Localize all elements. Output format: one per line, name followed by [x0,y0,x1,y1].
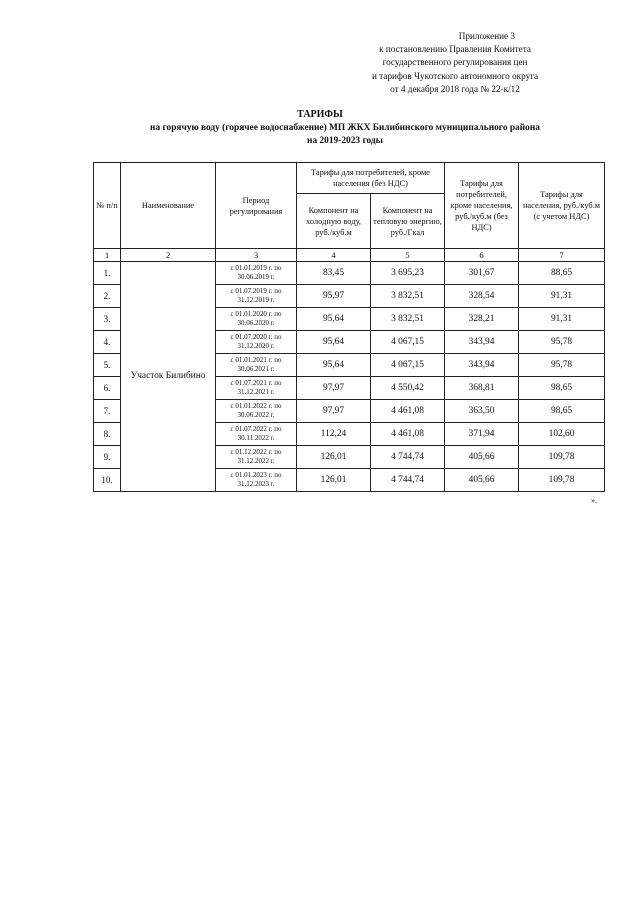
header-tariff-population: Тарифы для населения, руб./куб.м (с учетом НДС) [519,163,605,249]
row-population: 95,78 [519,331,605,354]
row-cold: 95,64 [297,308,371,331]
row-tariff: 368,81 [445,377,519,400]
header-group: Тарифы для потребителей, кроме населения (без НДС) [297,163,445,194]
document-subtitle: на горячую воду (горячее водоснабжение) МП ЖКХ Билибинского муниципального района [150,123,540,133]
row-heat: 4 461,08 [371,423,445,446]
appendix-date: от 4 декабря 2018 года № 22-к/12 [390,83,520,94]
appendix-region: и тарифов Чукотского автономного округа [371,70,539,81]
row-heat: 4 550,42 [371,377,445,400]
header-component-cold: Компонент на холодную воду, руб./куб.м [297,194,371,249]
row-number: 1. [94,262,121,285]
header-num: № п/п [94,163,121,249]
row-period: с 01.07.2019 г. по 31.12.2019 г. [216,285,297,308]
row-cold: 112,24 [297,423,371,446]
col-number: 5 [371,249,445,262]
col-number: 7 [519,249,605,262]
header-component-heat: Компонент на тепловую энергию, руб./Гкал [371,194,445,249]
row-population: 91,31 [519,308,605,331]
row-tariff: 371,94 [445,423,519,446]
col-number: 2 [121,249,216,262]
appendix-block [330,30,580,96]
row-period: с 01.07.2021 г. по 31.12.2021 г. [216,377,297,400]
row-period: с 01.01.2022 г. по 30.06.2022 г. [216,400,297,423]
row-period: с 01.01.2020 г. по 30.06.2020 г. [216,308,297,331]
row-number: 5. [94,354,121,377]
row-tariff: 328,54 [445,285,519,308]
row-number: 4. [94,331,121,354]
table-row [94,262,605,285]
row-tariff: 405,66 [445,446,519,469]
row-number: 9. [94,446,121,469]
row-cold: 126,01 [297,469,371,492]
row-number: 8. [94,423,121,446]
document-title: ТАРИФЫ [297,109,343,120]
row-tariff: 363,50 [445,400,519,423]
row-population: 98,65 [519,377,605,400]
document-years: на 2019-2023 годы [307,136,383,146]
appendix-committee: государственного регулирования цен [382,57,528,68]
row-period: с 01.01.2021 г. по 30.06.2021 г. [216,354,297,377]
row-heat: 4 744,74 [371,469,445,492]
row-cold: 95,64 [297,331,371,354]
row-cold: 126,01 [297,446,371,469]
row-tariff: 343,94 [445,331,519,354]
header-tariff-consumers: Тарифы для потребителей, кроме населения, руб./куб.м (без НДС) [445,163,519,249]
row-population: 98,65 [519,400,605,423]
row-cold: 95,97 [297,285,371,308]
row-tariff: 405,66 [445,469,519,492]
tariffs-table [93,162,605,492]
row-period: с 01.01.2023 г. по 31.12.2023 г. [216,469,297,492]
header-period: Период регулирования [216,163,297,249]
row-cold: 97,97 [297,400,371,423]
row-population: 109,78 [519,469,605,492]
row-period: с 01.07.2022 г. по 30.11.2022 г. [216,423,297,446]
col-number: 4 [297,249,371,262]
row-heat: 4 744,74 [371,446,445,469]
row-heat: 3 832,51 [371,285,445,308]
row-heat: 4 067,15 [371,331,445,354]
row-cold: 83,45 [297,262,371,285]
row-number: 3. [94,308,121,331]
row-period: с 01.01.2019 г. по 30.06.2019 г. [216,262,297,285]
row-number: 6. [94,377,121,400]
row-population: 109,78 [519,446,605,469]
row-population: 102,60 [519,423,605,446]
row-tariff: 328,21 [445,308,519,331]
row-heat: 4 461,08 [371,400,445,423]
col-number: 3 [216,249,297,262]
closing-quote-mark: ». [591,496,597,505]
appendix-number: Приложение 3 [458,31,515,41]
row-population: 88,65 [519,262,605,285]
row-period: с 01.07.2020 г. по 31.12.2020 г. [216,331,297,354]
appendix-resolution: к постановлению Правления Комитета [379,44,531,55]
row-heat: 4 067,15 [371,354,445,377]
row-heat: 3 695,23 [371,262,445,285]
row-cold: 95,64 [297,354,371,377]
row-number: 7. [94,400,121,423]
col-number: 1 [94,249,121,262]
row-population: 91,31 [519,285,605,308]
col-number: 6 [445,249,519,262]
row-number: 2. [94,285,121,308]
row-number: 10. [94,469,121,492]
row-tariff: 343,94 [445,354,519,377]
header-name: Наименование [121,163,216,249]
site-name: Участок Билибино [121,262,216,492]
row-period: с 01.12.2022 г. по 31.12.2022 г. [216,446,297,469]
row-population: 95,78 [519,354,605,377]
row-heat: 3 832,51 [371,308,445,331]
row-cold: 97,97 [297,377,371,400]
row-tariff: 301,67 [445,262,519,285]
